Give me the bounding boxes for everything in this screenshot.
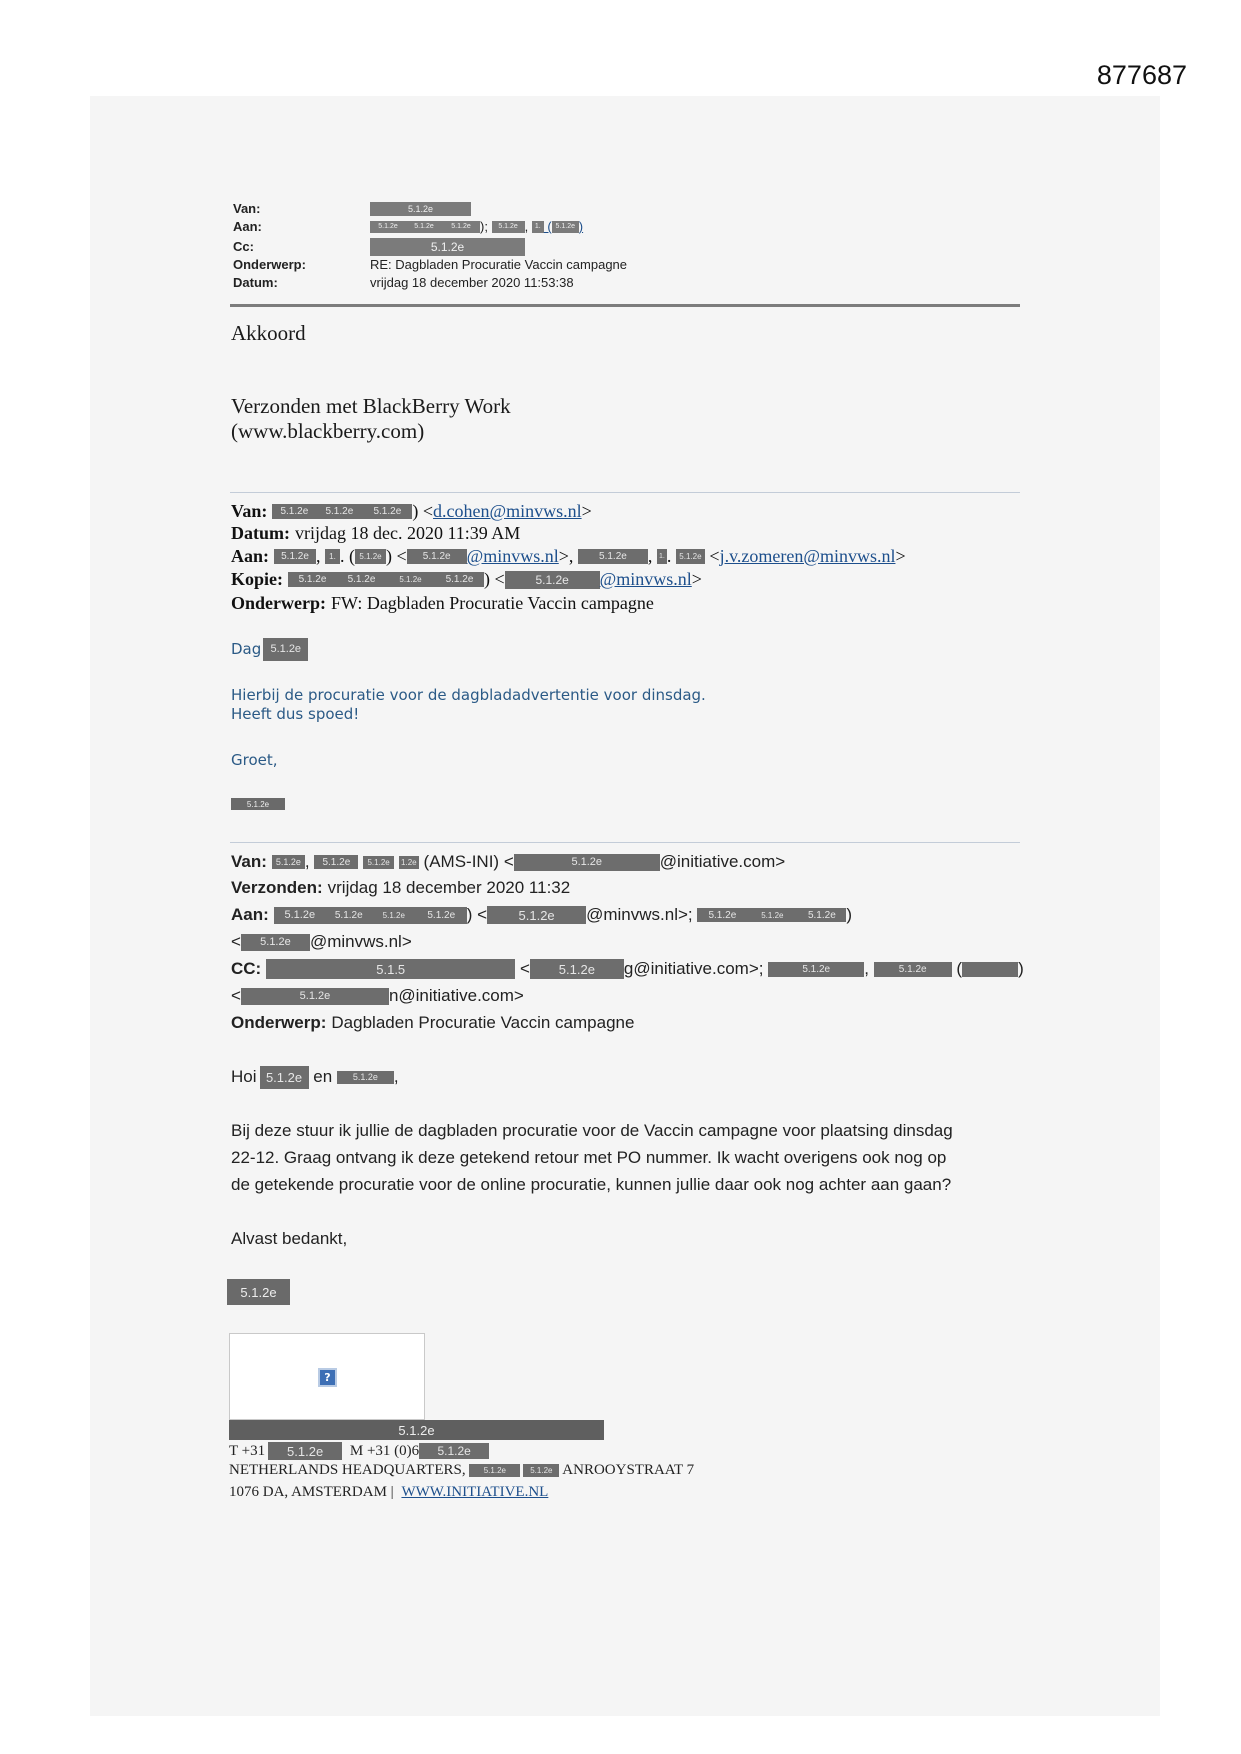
redaction-box: 5.1.2e [372, 907, 416, 924]
header-cc-row [233, 237, 525, 256]
text-fragment: 1076 DA, AMSTERDAM | [229, 1483, 398, 1500]
forward-subject-row [231, 593, 654, 614]
redaction-box: 5.1.5 [266, 959, 515, 979]
original-to-continued [231, 931, 412, 953]
text-fragment: M +31 (0)6 [346, 1442, 420, 1459]
redaction-box: 5.1.2e [552, 221, 579, 233]
text-fragment: ) < [466, 905, 488, 924]
text-fragment: ANROOYSTRAAT 7 [559, 1461, 695, 1478]
text-fragment: ) [846, 905, 853, 924]
forward-subject-value: FW: Dagbladen Procuratie Vaccin campagne [330, 593, 654, 613]
signature-logo-placeholder [229, 1333, 425, 1420]
redaction-box: 5.1.2e [274, 907, 326, 924]
original-to-label: Aan: [231, 905, 269, 924]
text-fragment: (AMS-INI) < [418, 852, 514, 871]
header-date-row [233, 274, 574, 291]
redaction-box: 5.1.2e [469, 1464, 520, 1477]
header-subject-value: RE: Dagbladen Procuratie Vaccin campagne [370, 257, 628, 272]
original-cc-continued [231, 985, 524, 1007]
header-separator [230, 304, 1020, 307]
redaction-box: 5.1.2e [229, 1420, 604, 1440]
redaction-box: 5.1.2e [263, 638, 308, 661]
redaction-box: 5.1.2e [435, 572, 484, 587]
redaction-box: 5.1.2e [363, 856, 394, 869]
redaction-box: 5.1.2e [241, 988, 389, 1005]
original-subject-label: Onderwerp: [231, 1013, 327, 1032]
signature-city-row [229, 1483, 548, 1501]
text-fragment: , [524, 219, 532, 234]
text-fragment: < [515, 959, 530, 978]
redaction-box: 5.1.2e [797, 908, 846, 922]
email-link[interactable]: @minvws.nl [466, 546, 559, 566]
redaction-box: 1. [532, 221, 544, 233]
redaction-box: 5.1.2e [492, 221, 525, 233]
forward-to-row [231, 546, 906, 567]
redaction-box: 5.1.2e [227, 1279, 290, 1305]
text-fragment: > [895, 546, 906, 566]
header-from-row [233, 200, 471, 217]
redaction-box: 5.1.2e [274, 549, 316, 564]
text-fragment: < [231, 986, 241, 1005]
text-fragment: Hoi [231, 1067, 257, 1086]
redaction-box: 5.1.2e [505, 571, 600, 589]
header-to-label: Aan: [233, 219, 262, 234]
text-fragment: @minvws.nl> [309, 932, 412, 951]
redaction-box: 5.1.2e [231, 798, 285, 810]
greeting-text: Dag [231, 640, 262, 658]
text-fragment: @minvws.nl>; [586, 905, 698, 924]
text-fragment: ) [578, 219, 584, 234]
email-link[interactable]: d.cohen@minvws.nl [433, 501, 582, 521]
header-date-label: Datum: [233, 275, 278, 290]
redaction-box: 5.1.2e [416, 907, 467, 924]
original-subject-row [231, 1012, 634, 1034]
redaction-box [962, 962, 1018, 977]
redaction-box: 5.1.2e [241, 934, 310, 951]
text-fragment: . ( [340, 546, 356, 566]
redaction-box: 5.1.2e [406, 221, 442, 233]
header-cc-label: Cc: [233, 239, 254, 254]
paragraph-line: de getekende procuratie voor de online procuratie, kunnen jullie daar ook nog achter aan gaan? [231, 1175, 952, 1194]
reply-signature-url: (www.blackberry.com) [231, 418, 425, 443]
redaction-box: 5.1.2e [530, 959, 624, 979]
redaction-box: 5.1.2e [314, 855, 358, 869]
redaction-box: 5.1.2e [386, 572, 435, 587]
text-fragment: n@initiative.com> [388, 986, 524, 1005]
text-fragment: ( [951, 959, 963, 978]
redaction-box: 5.1.2e [268, 1442, 342, 1460]
text-fragment: T +31 [229, 1442, 266, 1459]
redaction-box: 5.1.2e [523, 1464, 559, 1477]
reply-text: Akkoord [231, 320, 306, 345]
forward-from-row [231, 501, 592, 522]
redaction-box: 5.1.2e [697, 908, 747, 922]
redaction-box: 5.1.2e [676, 549, 705, 564]
redaction-box: 5.1.2e [874, 962, 952, 977]
forward-from-label: Van: [231, 501, 268, 521]
text-fragment: > [691, 569, 702, 589]
message-separator [230, 492, 1020, 493]
redaction-box: 1.2e [399, 856, 419, 869]
signature-phone-row [229, 1442, 489, 1460]
forward-date-row [231, 523, 520, 544]
text-fragment: ( [543, 219, 552, 234]
email-link[interactable]: @minvws.nl [599, 569, 692, 589]
redaction-box: 5.1.2e [578, 549, 648, 564]
text-fragment: < [704, 546, 720, 566]
redaction-box: 5.1.2e [260, 1066, 309, 1089]
original-closing: Alvast bedankt, [231, 1229, 348, 1248]
text-fragment: < [231, 932, 241, 951]
text-fragment: >, [558, 546, 578, 566]
redaction-box: 5.1.2e [419, 1443, 489, 1459]
forward-to-label: Aan: [231, 546, 270, 566]
text-fragment: , [316, 546, 326, 566]
redaction-box: 5.1.2e [768, 962, 864, 977]
redaction-box: 5.1.2e [747, 908, 797, 922]
original-subject-value: Dagbladen Procuratie Vaccin campagne [331, 1013, 635, 1032]
original-from-label: Van: [231, 852, 267, 871]
forward-greeting [231, 637, 308, 661]
forward-body-line: Hierbij de procuratie voor de dagbladadvertentie voor dinsdag. [231, 686, 706, 704]
message-separator [230, 842, 1020, 843]
text-fragment: ) < [386, 546, 407, 566]
text-fragment: ); [480, 219, 492, 234]
original-sent-label: Verzonden: [231, 878, 323, 897]
original-sent-value: vrijdag 18 december 2020 11:32 [327, 878, 571, 897]
redaction-box: 5.1.2e [370, 221, 406, 233]
redaction-box: 5.1.2e [487, 906, 586, 924]
text-fragment: , [393, 1067, 399, 1086]
redaction-box: 5.1.2e [326, 907, 372, 924]
text-fragment: , [647, 546, 657, 566]
broken-image-icon: ? [318, 1368, 337, 1387]
redaction-box: 1. [657, 549, 667, 564]
header-from-label: Van: [233, 201, 261, 216]
redaction-box: 5.1.2e [370, 202, 471, 216]
text-fragment: @initiative.com> [659, 852, 786, 871]
reply-signature: Verzonden met BlackBerry Work [231, 393, 511, 418]
redaction-box: 5.1.2e [514, 854, 660, 871]
original-cc-row [231, 958, 1024, 980]
redaction-box: 5.1.2e [272, 504, 316, 519]
text-fragment: ) < [412, 501, 434, 521]
redaction-box: 5.1.2e [355, 549, 386, 564]
header-subject-label: Onderwerp: [233, 257, 306, 272]
forward-body-line: Heeft dus spoed! [231, 705, 360, 723]
original-greeting [231, 1065, 399, 1089]
redaction-box: 1. [325, 549, 340, 564]
original-sent-row [231, 877, 570, 899]
original-cc-label: CC: [231, 959, 262, 978]
forward-cc-label: Kopie: [231, 569, 283, 589]
text-fragment: , [304, 852, 315, 871]
original-from-row [231, 851, 785, 873]
forward-date-value: vrijdag 18 dec. 2020 11:39 AM [295, 523, 521, 543]
header-date-value: vrijdag 18 december 2020 11:53:38 [370, 275, 574, 290]
redaction-box: 5.1.2e [370, 238, 525, 256]
signature-address-row [229, 1461, 694, 1479]
redaction-box: 5.1.2e [442, 221, 480, 233]
text-fragment: , [864, 959, 874, 978]
redaction-box: 5.1.2e [337, 1071, 394, 1084]
forward-date-label: Datum: [231, 523, 290, 543]
text-fragment: NETHERLANDS HEADQUARTERS, [229, 1461, 470, 1478]
website-link[interactable]: WWW.INITIATIVE.NL [401, 1483, 549, 1500]
text-fragment: g@initiative.com>; [623, 959, 769, 978]
redaction-box: 5.1.2e [337, 572, 386, 587]
forward-subject-label: Onderwerp: [231, 593, 326, 613]
paragraph-line: 22-12. Graag ontvang ik deze getekend retour met PO nummer. Ik wacht overigens ook nog op [231, 1148, 947, 1167]
redaction-box: 5.1.2e [272, 855, 305, 869]
redaction-box: 5.1.2e [316, 504, 362, 519]
text-fragment: > [581, 501, 592, 521]
email-link[interactable]: j.v.zomeren@minvws.nl [719, 546, 896, 566]
forward-closing: Groet, [231, 751, 278, 769]
page-number: 877687 [1096, 60, 1187, 90]
text-fragment: . [666, 546, 676, 566]
text-fragment: en [308, 1067, 337, 1086]
paragraph-line: Bij deze stuur ik jullie de dagbladen procuratie voor de Vaccin campagne voor plaatsing dinsdag [231, 1121, 953, 1140]
text-fragment: ) < [484, 569, 505, 589]
redaction-box: 5.1.2e [288, 572, 337, 587]
text-fragment: ) [1018, 959, 1024, 978]
original-to-row [231, 904, 852, 926]
redaction-box: 5.1.2e [407, 549, 467, 564]
forward-cc-row [231, 569, 702, 590]
header-to-row [233, 218, 583, 235]
header-subject-row [233, 256, 627, 273]
redaction-box: 5.1.2e [362, 504, 412, 519]
